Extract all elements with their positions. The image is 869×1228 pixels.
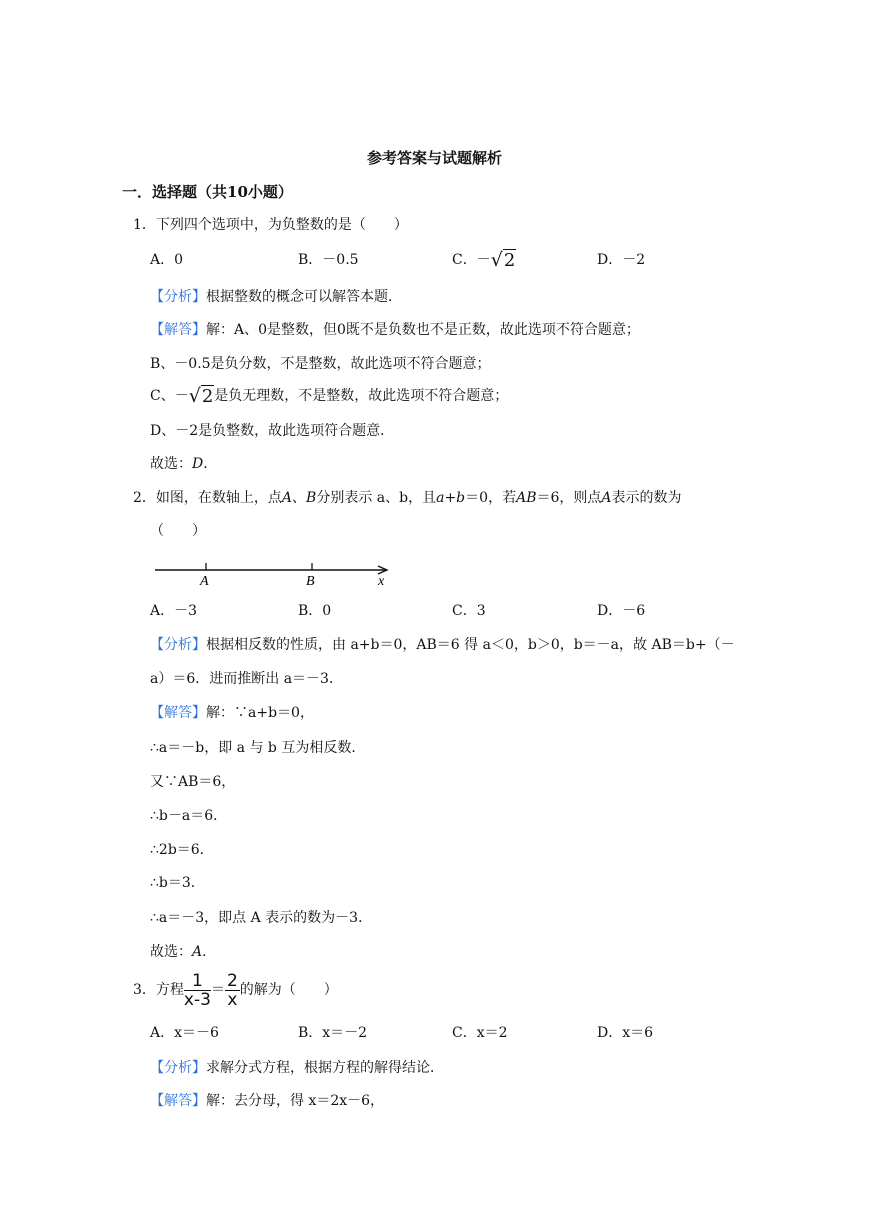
page-title: 参考答案与试题解析 xyxy=(366,149,502,167)
q2-option-b: B．0 xyxy=(298,603,332,619)
q3-option-a: A．x＝－6 xyxy=(150,1025,219,1041)
q1-option-c xyxy=(452,250,516,271)
q2-stem-part: A xyxy=(601,490,612,506)
q3-answer-line-1 xyxy=(150,1091,384,1111)
q2-stem-line-2: （ ） xyxy=(150,523,206,539)
q1-l3-suffix: 是负无理数，不是整数，故此选项不符合题意； xyxy=(214,388,509,404)
q2-stem-part: 2．如图，在数轴上，点 xyxy=(133,490,282,506)
q3-option-d: D．x＝6 xyxy=(597,1025,654,1041)
q3-option-c: C．x＝2 xyxy=(452,1025,508,1041)
q2-answer-line-7: ∴a＝－3，即点 A 表示的数为－3． xyxy=(150,910,373,926)
answer-tag: 【解答】 xyxy=(150,322,206,338)
q2-stem-part: 分别表示 a、b，且 xyxy=(316,490,437,506)
sqrt-symbol: √2 xyxy=(188,385,214,407)
q3-stem xyxy=(133,972,338,1012)
label-a: A xyxy=(200,574,209,589)
q2-analysis-text: 根据相反数的性质，由 a+b＝0，AB＝6 得 a＜0，b＞0，b＝－a，故 AB＝b+（－ xyxy=(206,637,735,653)
q1-choice-letter: D xyxy=(192,456,204,472)
analysis-tag: 【分析】 xyxy=(150,1060,206,1076)
q1-l3-radicand: 2 xyxy=(201,386,214,407)
q2-stem-part: ＝0，若 xyxy=(465,490,517,506)
q2-option-d: D．－6 xyxy=(597,603,646,619)
q1-option-b: B．－0.5 xyxy=(298,252,359,268)
q1-l3-prefix: C、－ xyxy=(150,388,189,404)
q2-stem-part: AB xyxy=(516,490,537,506)
q2-answer-line-4: ∴b－a＝6． xyxy=(150,808,228,824)
q2-choice-letter: A xyxy=(192,944,203,960)
q3-equals: ＝ xyxy=(210,982,225,998)
q1-choice xyxy=(150,454,217,474)
q2-stem-line-1 xyxy=(133,488,682,508)
q2-stem-part: 表示的数为 xyxy=(611,490,682,506)
fraction-2-numerator: 2 xyxy=(226,970,238,991)
q1-option-c-prefix: C．－ xyxy=(452,252,491,268)
q3-analysis-text: 求解分式方程，根据方程的解得结论． xyxy=(206,1060,444,1076)
q2-stem-part: B xyxy=(306,490,317,506)
q1-answer-line-4: D、－2是负整数，故此选项符合题意． xyxy=(150,423,395,439)
q1-option-c-radicand: 2 xyxy=(503,250,516,271)
analysis-tag: 【分析】 xyxy=(150,289,206,305)
q1-analysis-text: 根据整数的概念可以解答本题． xyxy=(206,289,402,305)
q1-answer-line-2: B、－0.5是负分数，不是整数，故此选项不符合题意； xyxy=(150,356,491,372)
q2-choice-suffix: ． xyxy=(202,944,217,960)
q1-analysis xyxy=(150,287,402,307)
q2-stem-part: 、 xyxy=(292,490,307,506)
q1-answer-line-1 xyxy=(150,320,640,340)
fraction-2 xyxy=(225,970,240,1010)
q2-stem-part: A xyxy=(281,490,293,506)
fraction-1-numerator: 1 xyxy=(184,973,211,991)
q2-choice xyxy=(150,942,216,962)
q1-answer-text: 解：A、0是整数，但0既不是负数也不是正数，故此选项不符合题意； xyxy=(206,322,640,338)
q1-answer-line-3 xyxy=(150,386,508,407)
answer-tag: 【解答】 xyxy=(150,1093,206,1109)
q2-option-c: C．3 xyxy=(452,603,486,619)
answer-tag: 【解答】 xyxy=(150,705,206,721)
q2-stem-part: ＝6，则点 xyxy=(536,490,602,506)
label-x: x xyxy=(378,574,385,589)
section-heading: 一．选择题（共10小题） xyxy=(122,183,293,201)
q2-answer-line-1 xyxy=(150,703,314,723)
q2-choice-prefix: 故选： xyxy=(150,944,192,960)
sqrt-symbol: √2 xyxy=(490,249,516,271)
q2-stem-part: a+b xyxy=(436,490,466,506)
q3-stem-prefix: 3．方程 xyxy=(133,982,184,998)
q1-choice-prefix: 故选： xyxy=(150,456,192,472)
q2-answer-text: 解：∵a+b＝0， xyxy=(206,705,314,721)
q2-answer-line-6: ∴b＝3． xyxy=(150,875,205,891)
q3-option-b: B．x＝－2 xyxy=(298,1025,368,1041)
q3-analysis xyxy=(150,1058,444,1078)
analysis-tag: 【分析】 xyxy=(150,637,206,653)
q2-analysis-line-2: a）＝6．进而推断出 a＝－3． xyxy=(150,671,343,687)
label-b: B xyxy=(306,574,315,589)
q1-stem: 1．下列四个选项中，为负整数的是（ ） xyxy=(133,217,408,233)
fraction-1-denominator: x-3 xyxy=(183,989,211,1010)
q2-answer-line-5: ∴2b＝6． xyxy=(150,842,214,858)
q2-answer-line-2: ∴a＝－b，即 a 与 b 互为相反数． xyxy=(150,740,366,756)
q1-choice-suffix: ． xyxy=(203,456,218,472)
fraction-1 xyxy=(183,970,211,1010)
q3-answer-text: 解：去分母，得 x＝2x－6， xyxy=(206,1093,385,1109)
q1-option-a: A．0 xyxy=(150,252,184,268)
q3-stem-suffix: 的解为（ ） xyxy=(239,982,338,998)
q2-answer-line-3: 又∵AB＝6， xyxy=(150,774,236,790)
q2-option-a: A．－3 xyxy=(150,603,198,619)
q1-option-d: D．－2 xyxy=(597,252,646,268)
fraction-2-denominator: x xyxy=(227,989,238,1010)
number-line-figure xyxy=(150,552,400,592)
q2-analysis-line-1 xyxy=(150,635,735,655)
